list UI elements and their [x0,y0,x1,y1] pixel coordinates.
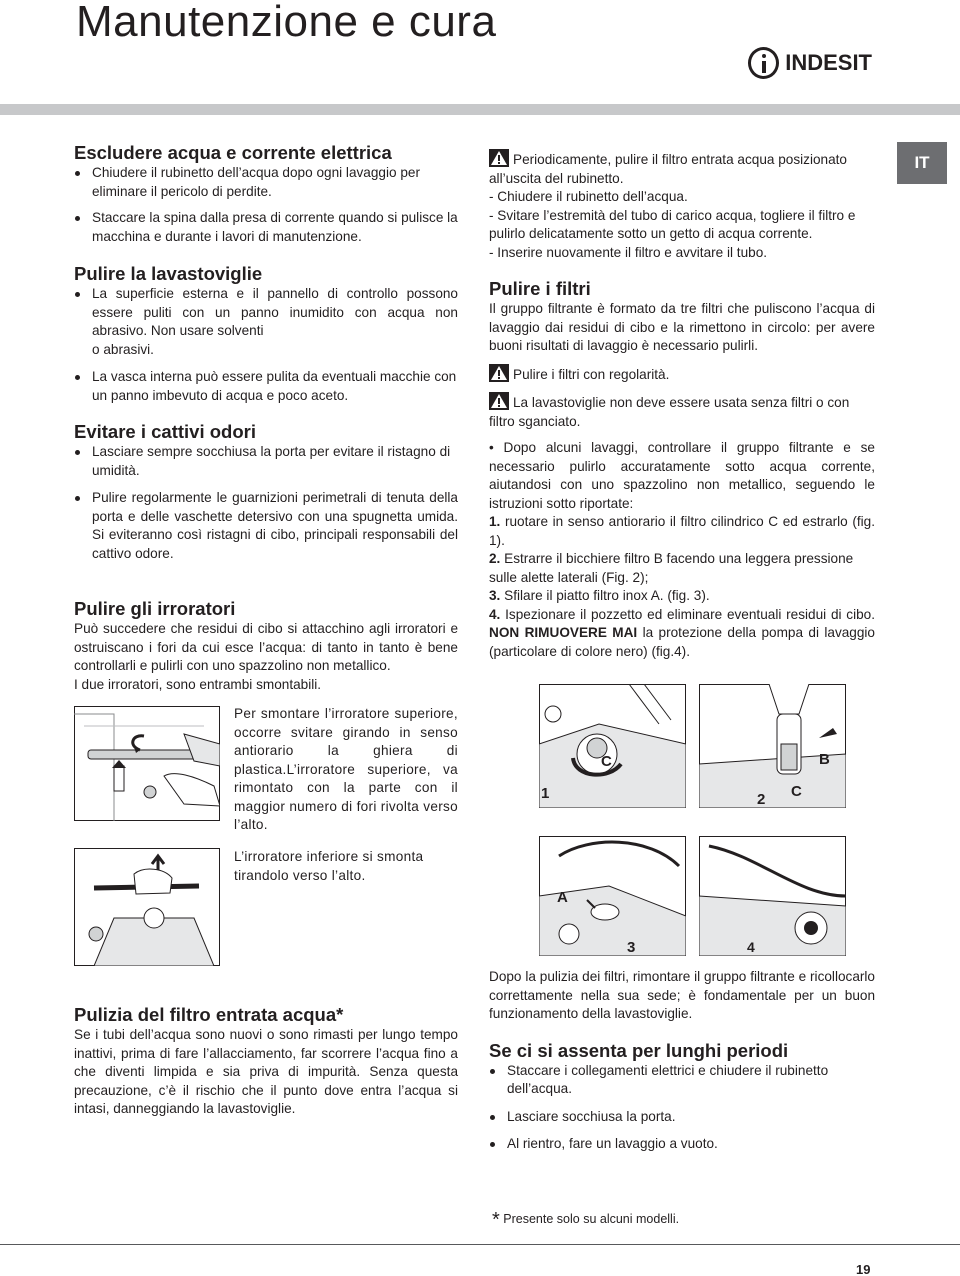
section-heading-filters: Pulire i filtri [489,278,591,299]
footnote-star: * [492,1209,500,1231]
bullet-paragraph [489,439,875,513]
step-4 [489,606,875,662]
warning-text: Pulire i filtri con regolarità. [513,366,670,382]
paragraph: Può succedere che residui di cibo si attacchino agli irroratori e ostruiscano i fori da cui esce l’acqua: di tanto in tanto è bene controllarli e pulirli con uno spazzolino non metallico. [74,621,458,673]
section-heading-sprayers: Pulire gli irroratori [74,598,236,619]
page-title: Manutenzione e cura [76,0,497,46]
step-text: la protezione della pompa di lavaggio (particolare di colore nero) (fig.4). [489,625,875,659]
section-heading-odors: Evitare i cattivi odori [74,421,256,442]
bullet-item: Pulire regolarmente le guarnizioni perimetrali di tenuta della porta e delle vaschette detersivo con una spugnetta umida. Si eviteranno così ristagni di cibo, principali responsabili del cattivo odore. [74,489,458,563]
warning-icon [489,392,509,410]
warning-text: La lavastoviglie non deve essere usata senza filtri o con filtro sganciato. [489,395,850,429]
bullet-item: Staccare i collegamenti elettrici e chiudere il rubinetto dell’acqua. [489,1062,875,1099]
step-number: 3. [489,588,501,603]
upper-sprayer-figure [74,706,220,821]
bullet-text: Dopo alcuni lavaggi, controllare il gruppo filtrante e se necessario pulirlo accuratamente sotto acqua corrente, aiutandosi con uno spazzolino non metallico, seguendo le istruzioni sotto riportate: [489,440,875,511]
footnote [492,1210,792,1230]
inlet-filter-section [74,1004,458,1119]
bullet-item: Lasciare sempre socchiusa la porta per evitare il ristagno di umidità. [74,443,458,480]
figure-label: A [557,889,568,906]
step-text: Estrarre il bicchiere filtro B facendo una leggera pressione sulle alette laterali (Fig. 2); [489,551,854,585]
lower-sprayer-figure [74,848,220,966]
step-text: Ispezionare il pozzetto ed eliminare eventuali residui di cibo. [505,606,876,622]
step-number: 1. [489,514,501,529]
info-icon [748,47,779,79]
bullet-item: Al rientro, fare un lavaggio a vuoto. [489,1135,875,1154]
step-3 [489,587,875,606]
brand-name: INDESIT [785,50,872,75]
filter-figure-1 [539,684,686,808]
step-2 [489,550,875,587]
page-number: 19 [856,1262,871,1276]
language-tab: IT [897,142,947,184]
step-text: - Svitare l’estremità del tubo di carico acqua, togliere il filtro e pulirlo delicatamente sotto un getto di acqua corrente. [489,207,856,241]
bullet-item [74,285,458,359]
warning-paragraph [489,392,875,431]
paragraph: Dopo la pulizia dei filtri, rimontare il gruppo filtrante e ricollocarlo correttamente nella sua sede; è fondamentale per un buon funzionamento della lavastoviglie. [489,969,875,1021]
figure-label: 4 [747,939,755,955]
paragraph: Il gruppo filtrante è formato da tre filtri che puliscono l’acqua di lavaggio dai residui di cibo e la rimettono in circolo: per avere buoni risultati di lavaggio è necessario pulirli. [489,301,875,353]
section-heading-away: Se ci si assenta per lunghi periodi [489,1039,789,1061]
warning-paragraph [489,364,875,385]
bullet-item: Lasciare socchiusa la porta. [489,1108,875,1127]
paragraph: I due irroratori, sono entrambi smontabili. [74,676,322,692]
brand-logo [748,46,872,80]
warning-text: Periodicamente, pulire il filtro entrata acqua posizionato all’uscita del rubinetto. [489,152,847,186]
bullet-dot: • [489,440,504,455]
paragraph: Se i tubi dell’acqua sono nuovi o sono rimasti per lungo tempo inattivi, prima di fare l’allacciamento, far scorrere l’acqua fino a che diventi limpida e sia priva di impurità. Senza questa precauzione, c’è il rischio che il punto dove entra l’acqua si intasi, danneggiando la lavastoviglie. [74,1027,458,1116]
step-number: 2. [489,551,501,566]
figure-label: 1 [541,785,550,802]
warning-icon [489,364,509,382]
warning-paragraph [489,149,875,188]
section-heading-clean: Pulire la lavastoviglie [74,263,263,284]
step-text: - Inserire nuovamente il filtro e avvitare il tubo. [489,244,768,260]
bullet-text: La superficie esterna e il pannello di controllo possono essere puliti con un panno inumidito con acqua non abrasivo. Non usare solventi [92,286,458,338]
filter-figure-2 [699,684,846,808]
section-heading-inlet-filter: Pulizia del filtro entrata acqua* [74,1004,344,1025]
right-column-lower [489,968,875,1154]
figure-label: 2 [757,791,766,808]
figure-label: C [791,783,802,800]
lower-sprayer-text: L’irroratore inferiore si smonta tirandolo verso l’alto. [234,849,424,883]
warning-icon [489,149,509,167]
left-column [74,142,458,563]
figure-label: 3 [627,939,636,956]
header-divider [0,104,960,115]
step-bold-text: NON RIMUOVERE MAI [489,625,638,640]
bullet-text: o abrasivi. [92,341,154,357]
sprayers-section [74,598,458,694]
filter-figure-4 [699,836,846,956]
footer-divider [0,1244,960,1245]
step-text: ruotare in senso antiorario il filtro cilindrico C ed estrarlo (fig. 1). [489,514,875,548]
bullet-item: Staccare la spina dalla presa di corrente quando si pulisce la macchina e durante i lavori di manutenzione. [74,209,458,246]
right-column [489,149,875,661]
step-text: - Chiudere il rubinetto dell’acqua. [489,189,688,204]
step-1 [489,513,875,550]
step-text: Sfilare il piatto filtro inox A. (fig. 3). [504,588,710,603]
figure-label: B [819,751,830,768]
footnote-text: Presente solo su alcuni modelli. [503,1212,680,1226]
figure-label: C [601,753,612,770]
upper-sprayer-text: Per smontare l’irroratore superiore, occorre svitare girando in senso antiorario la ghiera di plastica.L’irroratore superiore, va rimontato con la parte con il maggior numero di fori rivolta verso l’alto. [234,706,458,832]
filter-figure-3 [539,836,686,956]
section-heading-water-power: Escludere acqua e corrente elettrica [74,142,392,163]
bullet-item: La vasca interna può essere pulita da eventuali macchie con un panno imbevuto di acqua e poco aceto. [74,368,458,405]
bullet-item: Chiudere il rubinetto dell’acqua dopo ogni lavaggio per eliminare il pericolo di perdite. [74,164,458,201]
step-number: 4. [489,606,501,622]
